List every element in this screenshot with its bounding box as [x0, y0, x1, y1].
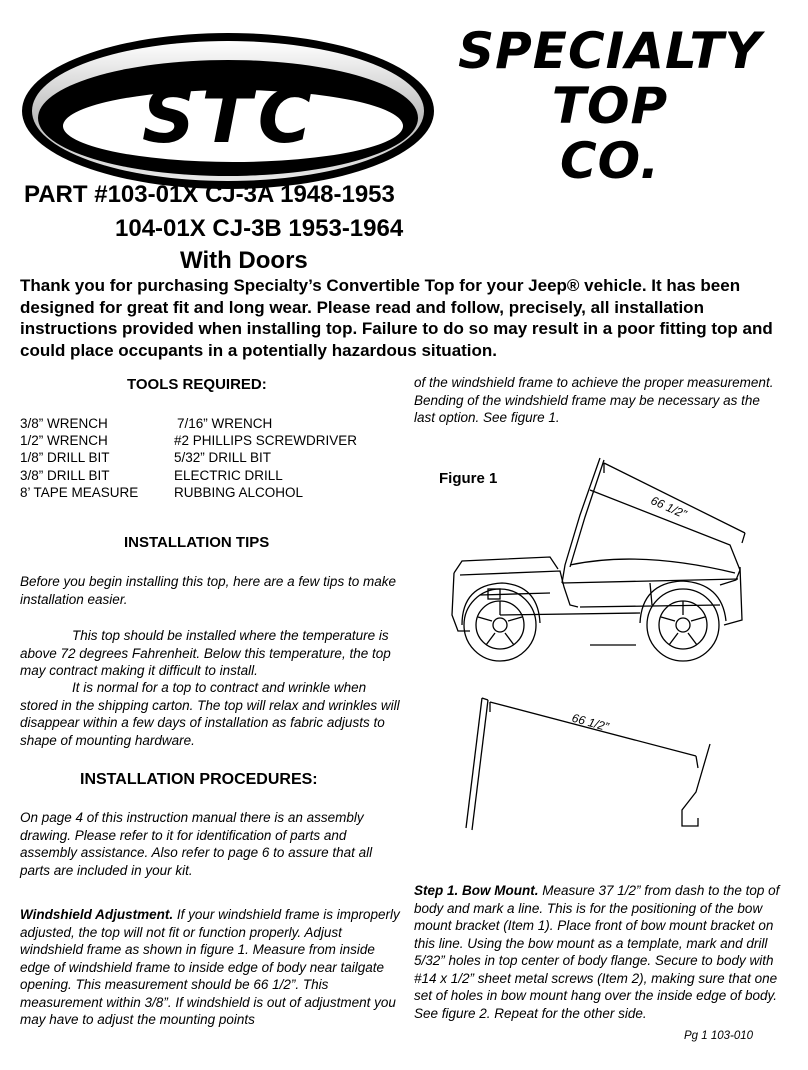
tools-row [20, 415, 357, 432]
tool-item: 3/8” DRILL BIT [20, 467, 110, 483]
part-number-line-2: 104-01X CJ-3B 1953-1964 [115, 215, 404, 242]
tips-heading: INSTALLATION TIPS [124, 534, 270, 551]
page-footer: Pg 1 103-010 [684, 1030, 754, 1042]
step-1-title: Step 1. Bow Mount. [414, 883, 539, 898]
tool-item: 1/2” WRENCH [20, 433, 108, 449]
brand-line-2: TOP [551, 77, 669, 135]
step-1-text: Measure 37 1/2” from dash to the top of body and mark a line. This is for the positioning of the bow mount bracket (Item 1). Place front of bow mount bracket on this line. Using the bow mount as a template, mark and drill 5/32” holes in top center of body flange. Secure to body with #14 x 1/2” sheet metal screws (Item 2), making sure that one set of holes in bow mount hang over the inside edge of body. See figure 2. Repeat for the other side. [414, 883, 780, 1021]
figure-1-measurement-detail [460, 688, 720, 838]
tool-item: 7/16” WRENCH [177, 416, 273, 431]
figure-1-jeep-drawing [440, 455, 760, 665]
tools-row [20, 467, 357, 484]
tool-item: RUBBING ALCOHOL [174, 484, 304, 500]
tips-intro: Before you begin installing this top, here are a few tips to make installation easier. [20, 574, 396, 607]
windshield-continued: of the windshield frame to achieve the proper measurement. Bending of the windshield frame may be necessary as the last option. See figure 1. [414, 375, 774, 425]
procedures-heading: INSTALLATION PROCEDURES: [80, 771, 318, 788]
intro-paragraph: Thank you for purchasing Specialty’s Convertible Top for your Jeep® vehicle. It has been designed for great fit and long wear. Please read and follow, precisely, all installation instructions provided when installing top. Failure to do so may result in a poor fitting top and could place occupants in a potentially hazardous situation. [20, 276, 773, 360]
figure-label: Figure 1 [439, 470, 498, 487]
windshield-adjustment-title: Windshield Adjustment. [20, 907, 174, 922]
tools-heading: TOOLS REQUIRED: [127, 376, 267, 393]
procedures-intro: On page 4 of this instruction manual there is an assembly drawing. Please refer to it for identification of parts and assembly assistance. Also refer to page 6 to assure that all parts are included in your kit. [20, 810, 373, 878]
tool-item: 5/32” DRILL BIT [174, 450, 272, 466]
tools-row [20, 449, 357, 466]
tool-item: 3/8” WRENCH [20, 416, 108, 431]
brand-line-1: SPECIALTY [458, 22, 762, 80]
tools-row [20, 484, 357, 501]
windshield-adjustment-text: If your windshield frame is improperly adjusted, the top will not fit or function properly. Adjust windshield frame as shown in figure 1. Measure from inside edge of windshield frame to inside edge of body near tailgate opening. This measurement should be 66 1/2”. This measurement within 3/8”. If windshield is out of adjustment you may have to adjust the mounting points [20, 907, 400, 1027]
stc-logo [18, 30, 438, 192]
brand-line-3: CO. [559, 132, 661, 190]
part-number-line-1: PART #103-01X CJ-3A 1948-1953 [24, 181, 395, 202]
tip-wrinkles: It is normal for a top to contract and wrinkle when stored in the shipping carton. The top will relax and wrinkles will disappear within a few days of installation as fabric adjusts to shape of mounting hardware. [20, 680, 400, 748]
figure-measure-top: 66 1/2” [648, 493, 689, 522]
step-1-bow-mount [414, 882, 789, 1022]
tools-list [20, 415, 357, 501]
tool-item: #2 PHILLIPS SCREWDRIVER [174, 433, 358, 449]
tools-row [20, 432, 357, 449]
figure-measure-bottom: 66 1/2” [570, 710, 611, 734]
part-subtitle: With Doors [180, 247, 308, 274]
brand-name [430, 24, 790, 189]
tool-item: 8’ TAPE MEASURE [20, 484, 139, 500]
tool-item: ELECTRIC DRILL [174, 467, 283, 483]
windshield-adjustment [20, 906, 400, 1029]
logo-text: STC [141, 74, 319, 160]
tip-temperature: This top should be installed where the temperature is above 72 degrees Fahrenheit. Below this temperature, the top may contract making it difficult to install. [20, 628, 391, 678]
tool-item: 1/8” DRILL BIT [20, 450, 110, 466]
